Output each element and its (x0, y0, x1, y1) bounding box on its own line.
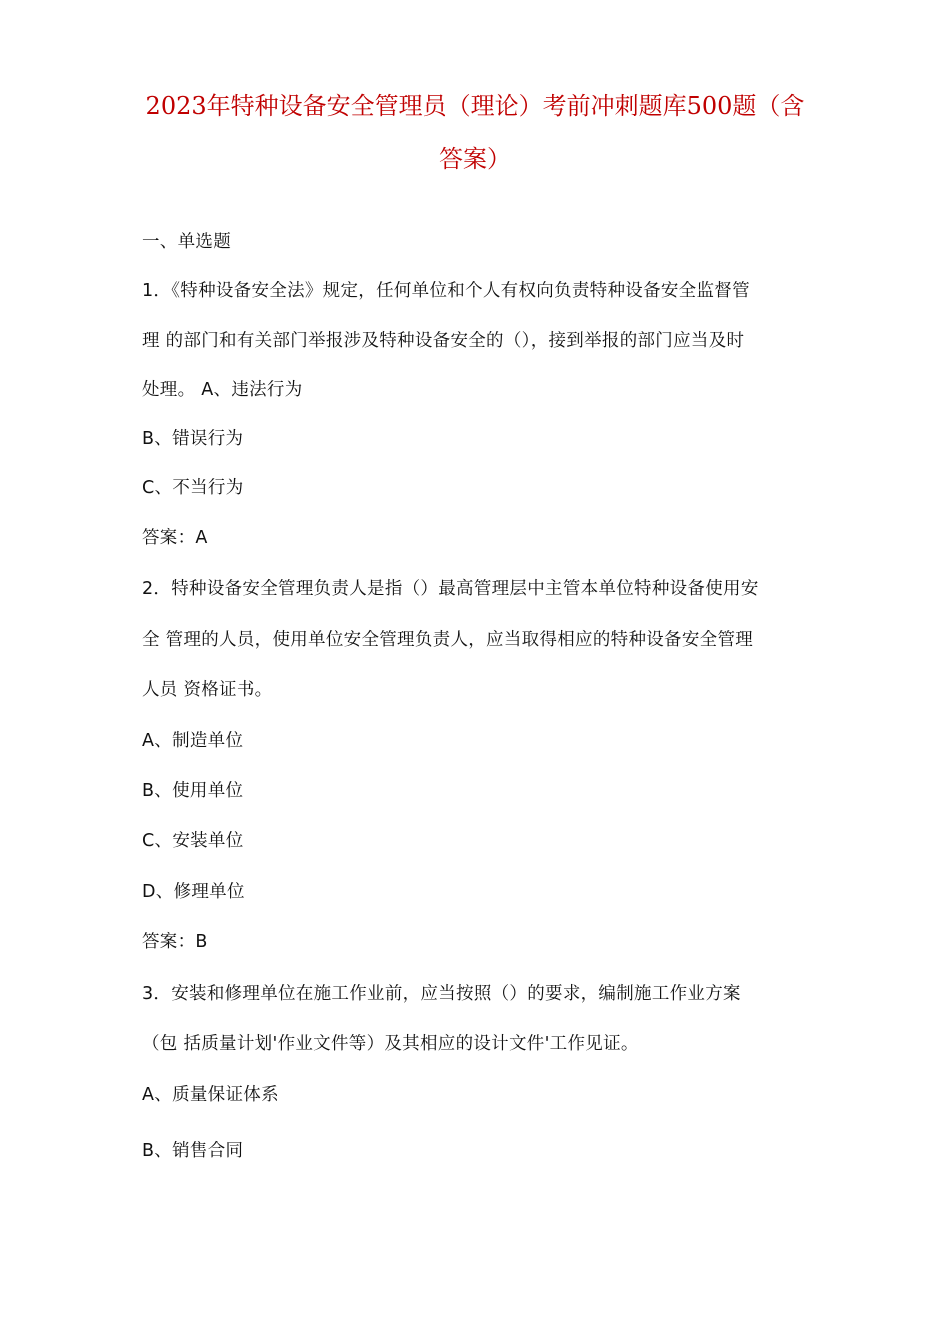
document-title-line-1: 2023年特种设备安全管理员（理论）考前冲刺题库500题（含 (145, 92, 805, 120)
question-2-answer: 答案：B (142, 932, 208, 952)
question-1-option-b: B、错误行为 (142, 429, 244, 449)
section-heading: 一、单选题 (142, 232, 231, 252)
question-3-option-a: A、质量保证体系 (142, 1085, 279, 1105)
question-3-option-b: B、销售合同 (142, 1141, 244, 1161)
question-2-option-a: A、制造单位 (142, 731, 244, 751)
question-1-answer: 答案：A (142, 528, 208, 548)
question-2-stem-line-1: 2．特种设备安全管理负责人是指（）最高管理层中主管本单位特种设备使用安 (142, 579, 759, 599)
document-title-line-2: 答案） (439, 145, 511, 173)
question-2-stem-line-2: 全 管理的人员，使用单位安全管理负责人，应当取得相应的特种设备安全管理 (142, 630, 754, 650)
question-1-stem-line-3: 处理。 A、违法行为 (142, 380, 303, 400)
question-2-option-b: B、使用单位 (142, 781, 244, 801)
question-3-stem-line-2: （包 括质量计划'作业文件等）及其相应的设计文件'工作见证。 (142, 1034, 639, 1054)
question-1-stem-line-1: 1．《特种设备安全法》规定，任何单位和个人有权向负责特种设备安全监督管 (142, 281, 750, 301)
question-2-stem-line-3: 人员 资格证书。 (142, 680, 273, 700)
question-2-option-d: D、修理单位 (142, 882, 245, 902)
question-2-option-c: C、安装单位 (142, 831, 244, 851)
question-1-stem-line-2: 理 的部门和有关部门举报涉及特种设备安全的（），接到举报的部门应当及时 (142, 331, 745, 351)
question-3-stem-line-1: 3．安装和修理单位在施工作业前，应当按照（）的要求，编制施工作业方案 (142, 984, 741, 1004)
question-1-option-c: C、不当行为 (142, 478, 244, 498)
